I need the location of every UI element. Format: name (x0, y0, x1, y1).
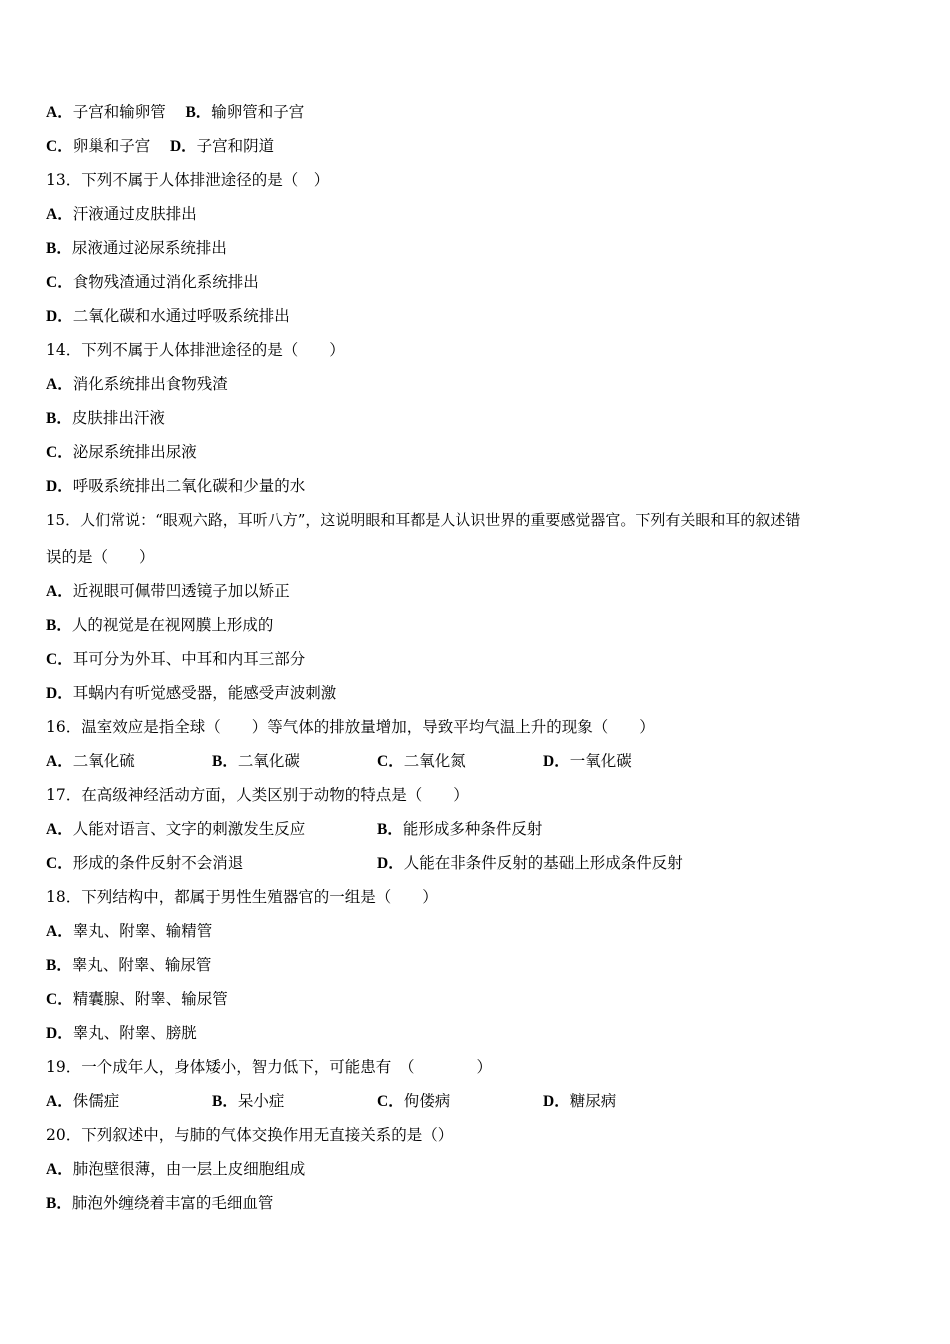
option-letter: B． (212, 753, 238, 770)
option-text: 耳蜗内有听觉感受器，能感受声波刺激 (72, 684, 337, 702)
q17-stem: 17．在高级神经活动方面，人类区别于动物的特点是（ ） (46, 786, 469, 804)
option-letter: A． (46, 1161, 73, 1178)
option-letter: B． (46, 1195, 72, 1212)
option-text: 肺泡壁很薄，由一层上皮细胞组成 (72, 1160, 306, 1178)
q13-option-a (46, 204, 197, 225)
q20-stem: 20．下列叙述中，与肺的气体交换作用无直接关系的是（） (46, 1126, 454, 1144)
option-letter: C． (46, 991, 73, 1008)
q15-option-c (46, 649, 305, 670)
option-text: 呼吸系统排出二氧化碳和少量的水 (72, 477, 306, 495)
q17-option-b (377, 819, 542, 840)
option-letter: D． (46, 1025, 73, 1042)
q16-option-c (377, 751, 466, 772)
option-text: 二氧化硫 (72, 752, 135, 770)
option-text: 人能在非条件反射的基础上形成条件反射 (403, 854, 683, 872)
q18-option-c (46, 989, 228, 1010)
q18-stem: 18．下列结构中，都属于男性生殖器官的一组是（ ） (46, 888, 438, 906)
option-letter: A． (46, 583, 73, 600)
option-text: 卵巢和子宫 (72, 137, 151, 155)
option-letter: A． (46, 753, 73, 770)
q12-options-row2 (46, 136, 274, 157)
q15-stem-line1: 15．人们常说：“眼观六路，耳听八方”，这说明眼和耳都是人认识世界的重要感觉器官。下列有关眼和耳的叙述错 (46, 511, 801, 529)
option-text: 人能对语言、文字的刺激发生反应 (72, 820, 306, 838)
option-letter: A． (46, 1093, 73, 1110)
q18-option-a (46, 921, 212, 942)
option-letter: A． (46, 104, 73, 121)
option-letter: C． (46, 651, 73, 668)
option-letter: B． (377, 821, 403, 838)
option-text: 汗液通过皮肤排出 (72, 205, 197, 223)
q13-stem: 13．下列不属于人体排泄途径的是（ ） (46, 171, 330, 189)
option-letter: C． (46, 274, 73, 291)
option-text: 佝偻病 (403, 1092, 451, 1110)
q13-option-d (46, 306, 290, 327)
option-text: 消化系统排出食物残渣 (72, 375, 228, 393)
option-letter: C． (377, 1093, 404, 1110)
option-letter: B． (46, 240, 72, 257)
q17-option-d (377, 853, 683, 874)
q19-stem: 19．一个成年人，身体矮小，智力低下，可能患有 （ ） (46, 1058, 492, 1076)
q16-option-d (543, 751, 632, 772)
q16-option-b (212, 751, 300, 772)
q19-option-b (212, 1091, 284, 1112)
q18-option-d (46, 1023, 197, 1044)
option-text: 子宫和输卵管 (72, 103, 166, 121)
q15-option-b (46, 615, 273, 636)
option-text: 二氧化碳 (237, 752, 300, 770)
option-letter: A． (46, 821, 73, 838)
option-text: 子宫和阴道 (196, 137, 275, 155)
option-text: 二氧化氮 (403, 752, 466, 770)
option-text: 能形成多种条件反射 (402, 820, 543, 838)
option-letter: B． (185, 104, 212, 121)
q13-option-c (46, 272, 259, 293)
option-letter: D． (46, 685, 73, 702)
q14-option-b (46, 408, 165, 429)
option-text: 睾丸、附睾、输尿管 (71, 956, 212, 974)
option-text: 精囊腺、附睾、输尿管 (72, 990, 228, 1008)
option-letter: D． (169, 138, 197, 155)
q19-option-c (377, 1091, 450, 1112)
option-text: 糖尿病 (569, 1092, 617, 1110)
q16-stem: 16．温室效应是指全球（ ）等气体的排放量增加，导致平均气温上升的现象（ ） (46, 718, 655, 736)
option-letter: A． (46, 206, 73, 223)
option-letter: C． (377, 753, 404, 770)
q15-option-d (46, 683, 336, 704)
option-text: 二氧化碳和水通过呼吸系统排出 (72, 307, 290, 325)
q12-options-row1 (46, 102, 304, 123)
q16-option-a (46, 751, 135, 772)
option-text: 近视眼可佩带凹透镜子加以矫正 (72, 582, 290, 600)
option-letter: B． (212, 1093, 238, 1110)
option-letter: B． (46, 410, 72, 427)
q17-option-a (46, 819, 305, 840)
option-letter: A． (46, 376, 73, 393)
option-text: 泌尿系统排出尿液 (72, 443, 197, 461)
option-text: 一氧化碳 (569, 752, 632, 770)
option-text: 食物残渣通过消化系统排出 (72, 273, 259, 291)
q13-option-b (46, 238, 227, 259)
option-text: 耳可分为外耳、中耳和内耳三部分 (72, 650, 306, 668)
q15-stem-line2: 误的是（ ） (46, 548, 155, 566)
option-letter: B． (46, 617, 72, 634)
option-letter: C． (46, 855, 73, 872)
q19-option-a (46, 1091, 119, 1112)
q14-option-d (46, 476, 305, 497)
q14-option-c (46, 442, 197, 463)
option-text: 皮肤排出汗液 (71, 409, 165, 427)
option-letter: D． (377, 855, 404, 872)
q20-option-a (46, 1159, 305, 1180)
option-letter: A． (46, 923, 73, 940)
q14-stem: 14．下列不属于人体排泄途径的是（ ） (46, 341, 345, 359)
option-text: 睾丸、附睾、输精管 (72, 922, 213, 940)
option-letter: B． (46, 957, 72, 974)
q20-option-b (46, 1193, 273, 1214)
option-letter: D． (543, 1093, 570, 1110)
option-letter: D． (46, 478, 73, 495)
option-text: 人的视觉是在视网膜上形成的 (71, 616, 274, 634)
q14-option-a (46, 374, 228, 395)
option-text: 形成的条件反射不会消退 (72, 854, 244, 872)
q17-option-c (46, 853, 243, 874)
option-letter: D． (543, 753, 570, 770)
option-text: 肺泡外缠绕着丰富的毛细血管 (71, 1194, 274, 1212)
q19-option-d (543, 1091, 616, 1112)
option-letter: C． (46, 444, 73, 461)
option-text: 睾丸、附睾、膀胱 (72, 1024, 197, 1042)
option-text: 呆小症 (237, 1092, 285, 1110)
q18-option-b (46, 955, 211, 976)
option-text: 尿液通过泌尿系统排出 (71, 239, 227, 257)
option-text: 输卵管和子宫 (211, 103, 305, 121)
option-letter: D． (46, 308, 73, 325)
q15-option-a (46, 581, 290, 602)
option-text: 侏儒症 (72, 1092, 120, 1110)
option-letter: C． (46, 138, 73, 155)
